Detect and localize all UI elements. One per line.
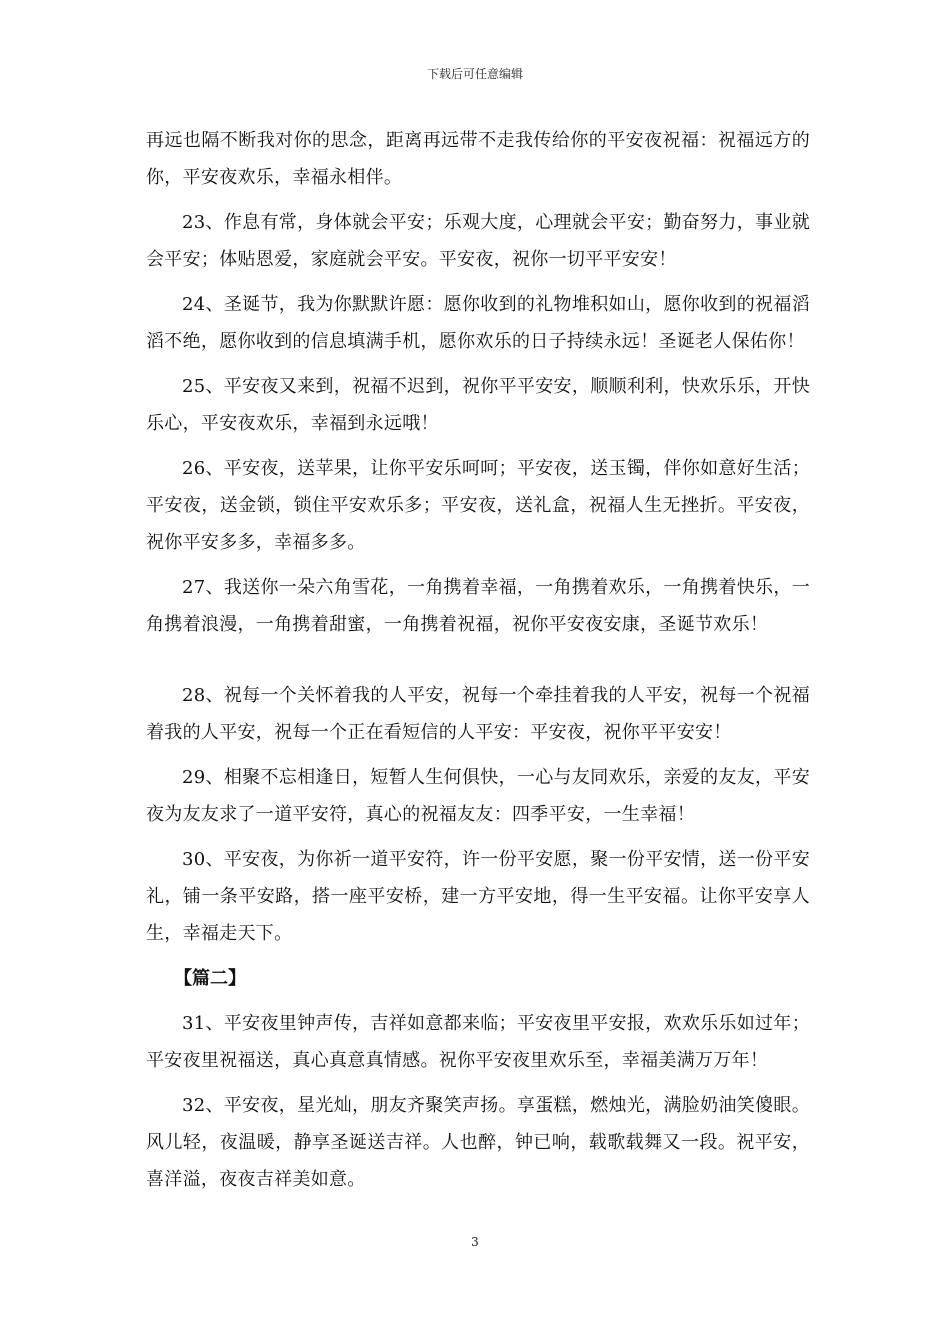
paragraph-28: 28、祝每一个关怀着我的人平安，祝每一个牵挂着我的人平安，祝每一个祝福着我的人平安，祝每一个正在看短信的人平安：平安夜，祝你平平安安！	[146, 685, 810, 743]
section-title: 【篇二】	[174, 968, 246, 989]
paragraph-26: 26、平安夜，送苹果，让你平安乐呵呵；平安夜，送玉镯，伴你如意好生活；平安夜，送金锁，锁住平安欢乐多；平安夜，送礼盒，祝福人生无挫折。平安夜，祝你平安多多，幸福多多。	[146, 458, 810, 553]
paragraph-29: 29、相聚不忘相逢日，短暂人生何俱快，一心与友同欢乐，亲爱的友友，平安夜为友友求了一道平安符，真心的祝福友友：四季平安，一生幸福！	[146, 767, 810, 825]
paragraph-31: 31、平安夜里钟声传，吉祥如意都来临；平安夜里平安报，欢欢乐乐如过年；平安夜里祝福送，真心真意真情感。祝你平安夜里欢乐至，幸福美满万万年！	[146, 1013, 810, 1071]
paragraph-continued: 再远也隔不断我对你的思念，距离再远带不走我传给你的平安夜祝福：祝福远方的你，平安夜欢乐，幸福永相伴。	[146, 130, 810, 188]
page-number: 3	[471, 1235, 479, 1249]
paragraph-32: 32、平安夜，星光灿，朋友齐聚笑声扬。享蛋糕，燃烛光，满脸奶油笑傻眼。风儿轻，夜温暖，静享圣诞送吉祥。人也醉，钟已响，载歌载舞又一段。祝平安，喜洋溢，夜夜吉祥美如意。	[146, 1095, 810, 1190]
page-header: 下载后可任意编辑	[426, 67, 523, 81]
paragraph-23: 23、作息有常，身体就会平安；乐观大度，心理就会平安；勤奋努力，事业就会平安；体贴恩爱，家庭就会平安。平安夜，祝你一切平平安安！	[146, 212, 810, 270]
document-body	[146, 122, 810, 1206]
paragraph-30: 30、平安夜，为你祈一道平安符，许一份平安愿，聚一份平安情，送一份平安礼，铺一条平安路，搭一座平安桥，建一方平安地，得一生平安福。让你平安享人生，幸福走天下。	[146, 849, 810, 944]
paragraph-25: 25、平安夜又来到，祝福不迟到，祝你平平安安，顺顺利利，快欢乐乐，开快乐心，平安夜欢乐，幸福到永远哦！	[146, 376, 810, 434]
paragraph-27: 27、我送你一朵六角雪花，一角携着幸福，一角携着欢乐，一角携着快乐，一角携着浪漫，一角携着甜蜜，一角携着祝福，祝你平安夜安康，圣诞节欢乐！	[146, 577, 810, 635]
paragraph-24: 24、圣诞节，我为你默默许愿：愿你收到的礼物堆积如山，愿你收到的祝福滔滔不绝，愿你收到的信息填满手机，愿你欢乐的日子持续永远！圣诞老人保佑你！	[146, 294, 810, 352]
